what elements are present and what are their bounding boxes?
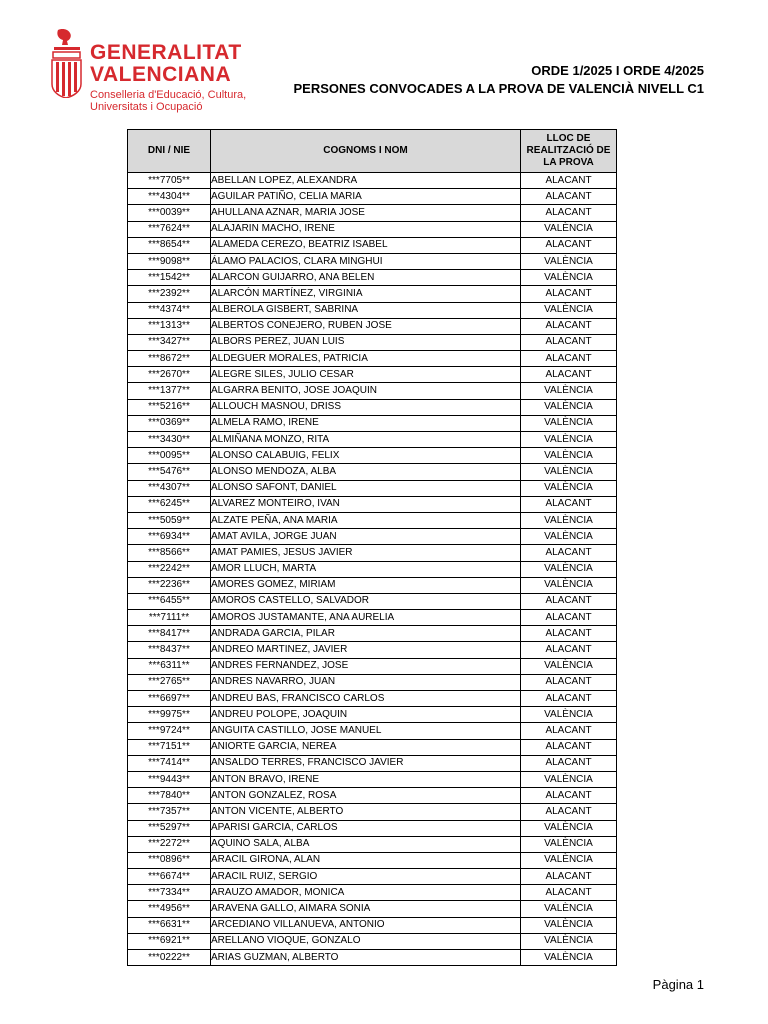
name-cell: ALONSO MENDOZA, ALBA [211,464,521,480]
dni-cell: ***5297** [128,820,211,836]
name-cell: ALBORS PEREZ, JUAN LUIS [211,334,521,350]
dni-cell: ***7151** [128,739,211,755]
table-row [128,221,617,237]
table-row [128,933,617,949]
dni-cell: ***8566** [128,545,211,561]
table-row [128,869,617,885]
dni-cell: ***6697** [128,691,211,707]
table-row [128,189,617,205]
table-header-row [128,130,617,173]
table-row [128,334,617,350]
table-row [128,577,617,593]
table-row [128,383,617,399]
table-row [128,707,617,723]
coat-of-arms-icon [50,28,82,98]
name-cell: AMORES GOMEZ, MIRIAM [211,577,521,593]
dni-cell: ***2765** [128,674,211,690]
dni-cell: ***0039** [128,205,211,221]
dni-cell: ***1377** [128,383,211,399]
place-cell: VALÈNCIA [521,852,617,868]
name-cell: ARCEDIANO VILLANUEVA, ANTONIO [211,917,521,933]
dni-cell: ***4307** [128,480,211,496]
place-cell: VALÈNCIA [521,820,617,836]
dni-cell: ***3427** [128,334,211,350]
table-row [128,755,617,771]
name-cell: ANDRES NAVARRO, JUAN [211,674,521,690]
table-row [128,950,617,966]
name-cell: ANTON GONZALEZ, ROSA [211,788,521,804]
table-row [128,237,617,253]
logo-subtitle-line1: Conselleria d'Educació, Cultura, [90,89,247,101]
dni-cell: ***0095** [128,448,211,464]
name-cell: ANDREU POLOPE, JOAQUIN [211,707,521,723]
dni-cell: ***6934** [128,529,211,545]
name-cell: AHULLANA AZNAR, MARIA JOSE [211,205,521,221]
name-cell: ALONSO CALABUIG, FELIX [211,448,521,464]
place-cell: ALACANT [521,189,617,205]
table-row [128,788,617,804]
place-cell: VALÈNCIA [521,901,617,917]
dni-cell: ***8417** [128,626,211,642]
name-cell: ALONSO SAFONT, DANIEL [211,480,521,496]
place-cell: ALACANT [521,545,617,561]
name-cell: ANDRES FERNANDEZ, JOSE [211,658,521,674]
place-cell: ALACANT [521,691,617,707]
dni-cell: ***7414** [128,755,211,771]
table-row [128,739,617,755]
table-row [128,448,617,464]
place-cell: VALÈNCIA [521,415,617,431]
place-cell: VALÈNCIA [521,658,617,674]
table-row [128,205,617,221]
name-cell: AQUINO SALA, ALBA [211,836,521,852]
name-cell: ARELLANO VIOQUE, GONZALO [211,933,521,949]
place-cell: ALACANT [521,674,617,690]
place-cell: VALÈNCIA [521,577,617,593]
name-cell: ALAMEDA CEREZO, BEATRIZ ISABEL [211,237,521,253]
place-cell: VALÈNCIA [521,707,617,723]
name-cell: ALEGRE SILES, JULIO CESAR [211,367,521,383]
table-row [128,351,617,367]
page-number: Pàgina 1 [652,977,704,992]
dni-cell: ***2242** [128,561,211,577]
place-cell: VALÈNCIA [521,771,617,787]
table-row [128,901,617,917]
name-cell: ALBEROLA GISBERT, SABRINA [211,302,521,318]
name-cell: ANGUITA CASTILLO, JOSE MANUEL [211,723,521,739]
table-row [128,496,617,512]
dni-cell: ***1313** [128,318,211,334]
name-cell: ARACIL RUIZ, SERGIO [211,869,521,885]
dni-cell: ***7357** [128,804,211,820]
dni-cell: ***7624** [128,221,211,237]
name-cell: ANIORTE GARCIA, NEREA [211,739,521,755]
dni-cell: ***2236** [128,577,211,593]
dni-cell: ***9975** [128,707,211,723]
dni-cell: ***5216** [128,399,211,415]
dni-cell: ***9443** [128,771,211,787]
table-row [128,820,617,836]
name-cell: ALGARRA BENITO, JOSE JOAQUIN [211,383,521,399]
logo-subtitle [90,89,246,113]
place-cell: ALACANT [521,755,617,771]
table-row [128,836,617,852]
dni-cell: ***6921** [128,933,211,949]
document-title-line2: PERSONES CONVOCADES A LA PROVA DE VALENCIÀ NIVELL C1 [293,81,704,96]
table-row [128,610,617,626]
dni-cell: ***6245** [128,496,211,512]
place-cell: VALÈNCIA [521,432,617,448]
place-cell: ALACANT [521,804,617,820]
place-cell: ALACANT [521,496,617,512]
table-row [128,302,617,318]
name-cell: ALZATE PEÑA, ANA MARIA [211,512,521,528]
logo-title-line1: GENERALITAT [90,41,242,64]
dni-cell: ***7705** [128,173,211,189]
place-cell: ALACANT [521,739,617,755]
place-cell: ALACANT [521,593,617,609]
document-title-line1: ORDE 1/2025 I ORDE 4/2025 [531,63,704,78]
name-cell: ANTON VICENTE, ALBERTO [211,804,521,820]
name-cell: ALLOUCH MASNOU, DRISS [211,399,521,415]
name-cell: AMOR LLUCH, MARTA [211,561,521,577]
logo-subtitle-line2: Universitats i Ocupació [90,101,203,113]
place-cell: ALACANT [521,885,617,901]
column-header-name: COGNOMS I NOM [211,130,521,173]
dni-cell: ***5476** [128,464,211,480]
table-row [128,852,617,868]
dni-cell: ***1542** [128,270,211,286]
name-cell: ALARCÓN MARTÍNEZ, VIRGINIA [211,286,521,302]
dni-cell: ***0896** [128,852,211,868]
table-row [128,318,617,334]
dni-cell: ***8437** [128,642,211,658]
name-cell: ALARCON GUIJARRO, ANA BELEN [211,270,521,286]
name-cell: AMOROS JUSTAMANTE, ANA AURELIA [211,610,521,626]
dni-cell: ***7111** [128,610,211,626]
table-row [128,885,617,901]
table-row [128,512,617,528]
name-cell: ABELLAN LOPEZ, ALEXANDRA [211,173,521,189]
place-cell: ALACANT [521,237,617,253]
table-row [128,415,617,431]
table-row [128,529,617,545]
table-row [128,561,617,577]
place-cell: ALACANT [521,286,617,302]
table-row [128,464,617,480]
place-cell: ALACANT [521,318,617,334]
place-cell: ALACANT [521,334,617,350]
dni-cell: ***8654** [128,237,211,253]
name-cell: ALMELA RAMO, IRENE [211,415,521,431]
dni-cell: ***6455** [128,593,211,609]
place-cell: ALACANT [521,869,617,885]
dni-cell: ***2670** [128,367,211,383]
place-cell: VALÈNCIA [521,529,617,545]
dni-cell: ***4374** [128,302,211,318]
dni-cell: ***8672** [128,351,211,367]
document-title [293,62,704,98]
name-cell: ALMIÑANA MONZO, RITA [211,432,521,448]
name-cell: AMAT PAMIES, JESUS JAVIER [211,545,521,561]
table-row [128,804,617,820]
name-cell: ARIAS GUZMAN, ALBERTO [211,950,521,966]
place-cell: ALACANT [521,367,617,383]
place-cell: ALACANT [521,642,617,658]
logo-title [90,42,242,86]
table-row [128,674,617,690]
table-row [128,771,617,787]
name-cell: ARAUZO AMADOR, MONICA [211,885,521,901]
table-body [128,173,617,966]
name-cell: ALBERTOS CONEJERO, RUBEN JOSE [211,318,521,334]
table-row [128,270,617,286]
place-cell: ALACANT [521,173,617,189]
name-cell: ARACIL GIRONA, ALAN [211,852,521,868]
dni-cell: ***2392** [128,286,211,302]
dni-cell: ***9724** [128,723,211,739]
table-row [128,286,617,302]
name-cell: ANTON BRAVO, IRENE [211,771,521,787]
name-cell: APARISI GARCIA, CARLOS [211,820,521,836]
place-cell: ALACANT [521,723,617,739]
place-cell: ALACANT [521,788,617,804]
table-row [128,642,617,658]
dni-cell: ***6631** [128,917,211,933]
table-row [128,626,617,642]
column-header-place: LLOC DE REALITZACIÓ DE LA PROVA [521,130,617,173]
place-cell: VALÈNCIA [521,448,617,464]
dni-cell: ***0369** [128,415,211,431]
table-row [128,691,617,707]
dni-cell: ***2272** [128,836,211,852]
place-cell: ALACANT [521,626,617,642]
table-row [128,480,617,496]
dni-cell: ***7334** [128,885,211,901]
name-cell: ÁLAMO PALACIOS, CLARA MINGHUI [211,253,521,269]
place-cell: VALÈNCIA [521,917,617,933]
table-row [128,545,617,561]
table-row [128,432,617,448]
table-row [128,723,617,739]
name-cell: ANSALDO TERRES, FRANCISCO JAVIER [211,755,521,771]
table-row [128,399,617,415]
name-cell: ALDEGUER MORALES, PATRICIA [211,351,521,367]
dni-cell: ***5059** [128,512,211,528]
place-cell: ALACANT [521,351,617,367]
logo-title-line2: VALENCIANA [90,63,232,86]
dni-cell: ***6311** [128,658,211,674]
dni-cell: ***3430** [128,432,211,448]
name-cell: ANDREU BAS, FRANCISCO CARLOS [211,691,521,707]
place-cell: VALÈNCIA [521,399,617,415]
place-cell: VALÈNCIA [521,270,617,286]
table-row [128,367,617,383]
name-cell: ALVAREZ MONTEIRO, IVAN [211,496,521,512]
place-cell: VALÈNCIA [521,561,617,577]
place-cell: VALÈNCIA [521,836,617,852]
generalitat-logo [50,28,250,118]
name-cell: AMOROS CASTELLO, SALVADOR [211,593,521,609]
dni-cell: ***0222** [128,950,211,966]
name-cell: ARAVENA GALLO, AIMARA SONIA [211,901,521,917]
dni-cell: ***9098** [128,253,211,269]
table-row [128,173,617,189]
place-cell: VALÈNCIA [521,221,617,237]
place-cell: VALÈNCIA [521,302,617,318]
place-cell: VALÈNCIA [521,512,617,528]
place-cell: VALÈNCIA [521,933,617,949]
place-cell: ALACANT [521,610,617,626]
dni-cell: ***7840** [128,788,211,804]
column-header-dni: DNI / NIE [128,130,211,173]
place-cell: VALÈNCIA [521,383,617,399]
table-row [128,917,617,933]
place-cell: VALÈNCIA [521,480,617,496]
name-cell: AMAT AVILA, JORGE JUAN [211,529,521,545]
dni-cell: ***6674** [128,869,211,885]
place-cell: VALÈNCIA [521,253,617,269]
dni-cell: ***4956** [128,901,211,917]
place-cell: ALACANT [521,205,617,221]
name-cell: ANDRADA GARCIA, PILAR [211,626,521,642]
table-row [128,658,617,674]
table-row [128,253,617,269]
dni-cell: ***4304** [128,189,211,205]
table-row [128,593,617,609]
place-cell: VALÈNCIA [521,464,617,480]
name-cell: ANDREO MARTINEZ, JAVIER [211,642,521,658]
place-cell: VALÈNCIA [521,950,617,966]
name-cell: ALAJARIN MACHO, IRENE [211,221,521,237]
name-cell: AGUILAR PATIÑO, CELIA MARIA [211,189,521,205]
candidates-table [127,129,617,966]
